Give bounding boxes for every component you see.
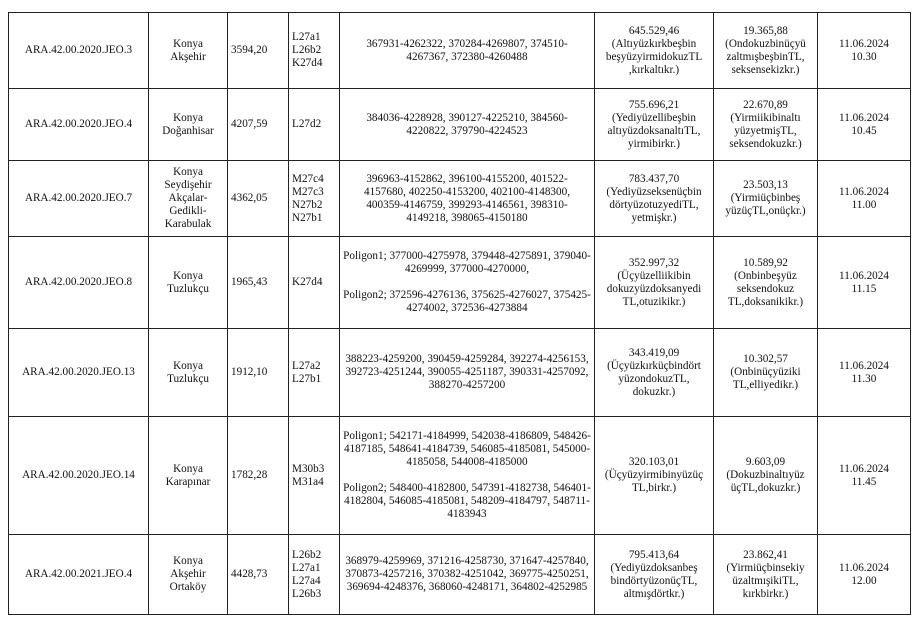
- text-line: altmışdörtkr.): [623, 587, 685, 600]
- tender-table: [8, 12, 911, 615]
- text-line: K27d4: [292, 57, 323, 69]
- table-row: [9, 13, 911, 89]
- date-time-cell: [818, 417, 911, 535]
- text-line: L26b2: [292, 44, 322, 56]
- text-line: zaltmışbeşbinTL,: [726, 50, 805, 63]
- text-line: N27b1: [292, 211, 323, 224]
- text-line: Doğanhisar: [162, 124, 214, 137]
- coordinates-cell: [340, 535, 595, 615]
- text-line: L27d2: [292, 118, 322, 130]
- license-code-cell: ARA.42.00.2020.JEO.13: [9, 329, 149, 417]
- text-line: 370873-4257216, 370382-4251042, 369775-4250251,: [345, 568, 589, 580]
- text-line: M27c4: [292, 172, 324, 185]
- license-code-cell: ARA.42.00.2020.JEO.3: [9, 13, 149, 89]
- text-line: Tuzlukçu: [167, 282, 209, 295]
- coordinates-cell: [340, 13, 595, 89]
- text-line: (Üçyüzyirmibinyüzüç: [604, 469, 704, 481]
- text-line: TL,doksanikikr.): [727, 295, 804, 308]
- text-line: üzaltmışikiTL,: [732, 574, 799, 587]
- text-line: (Üçyüzkırküçbindört: [607, 359, 701, 372]
- table-row: [9, 417, 911, 535]
- text-line: altıyüzdoksanaltıTL,: [607, 124, 701, 137]
- map-sheet-cell: [289, 329, 340, 417]
- text-line: 11.06.2024: [839, 111, 889, 124]
- text-line: 4267367, 372380-4260488: [406, 50, 528, 63]
- text-line: L27a1: [292, 561, 321, 574]
- poligon-gap: [343, 276, 591, 289]
- text-line: L27a4: [292, 574, 321, 587]
- location-cell: [149, 13, 228, 89]
- text-line: Akşehir: [170, 568, 206, 580]
- text-line: 4149218, 398065-4150180: [406, 211, 528, 224]
- amount-cell: [595, 535, 714, 615]
- text-line: 11.06.2024: [839, 462, 889, 475]
- text-line: yüzüçTL,onüçkr.): [725, 205, 806, 217]
- text-line: 645.529,46: [628, 24, 680, 37]
- area-cell: 1965,43: [228, 237, 289, 329]
- area-cell: 1782,28: [228, 417, 289, 535]
- text-line: 4274002, 372536-4273884: [406, 302, 528, 314]
- text-line: (Yirmiikibinaltı: [730, 111, 801, 124]
- text-line: Poligon1; 377000-4275978, 379448-4275891, 379040-: [343, 250, 591, 262]
- fee-cell: [714, 89, 818, 161]
- text-line: (Onbinbeşyüz: [734, 269, 797, 282]
- text-line: (Ondokuzbinüçyü: [725, 37, 806, 50]
- text-line: 11.00: [851, 198, 877, 211]
- text-line: dokuzkr.): [632, 385, 676, 398]
- date-time-cell: [818, 161, 911, 237]
- text-line: 4187185, 548641-4184739, 546085-4185081, 545000-: [343, 443, 591, 455]
- text-line: yüzyetmişTL,: [734, 124, 797, 137]
- text-line: 11.06.2024: [839, 359, 889, 372]
- text-line: Seydişehir: [164, 179, 212, 191]
- table-body: [9, 13, 911, 615]
- location-cell: [149, 161, 228, 237]
- text-line: 10.302,57: [743, 353, 788, 365]
- text-line: 11.06.2024: [839, 185, 889, 198]
- text-line: 11.30: [851, 372, 877, 385]
- text-line: Poligon1; 542171-4184999, 542038-4186809, 548426-: [343, 430, 591, 442]
- text-line: Karapınar: [165, 475, 211, 488]
- text-line: 369694-4248376, 368060-4248171, 364802-4252985: [346, 581, 588, 593]
- license-code-cell: ARA.42.00.2020.JEO.14: [9, 417, 149, 535]
- text-line: M27c3: [292, 185, 324, 198]
- text-line: 388270-4257200: [428, 379, 506, 391]
- text-line: 367931-4262322, 370284-4269807, 374510-: [366, 37, 568, 50]
- text-line: 10.30: [851, 50, 877, 63]
- amount-cell: [595, 417, 714, 535]
- text-line: Konya: [173, 269, 203, 282]
- map-sheet-cell: [289, 237, 340, 329]
- text-line: 400359-4146759, 399293-4146561, 398310-: [366, 198, 568, 211]
- license-code-cell: ARA.42.00.2021.JEO.4: [9, 535, 149, 615]
- text-line: 12.00: [851, 574, 877, 587]
- table-row: [9, 329, 911, 417]
- text-line: 795.413,64: [628, 548, 680, 561]
- fee-cell: [714, 161, 818, 237]
- amount-cell: [595, 13, 714, 89]
- table-row: [9, 535, 911, 615]
- text-line: 9.603,09: [745, 456, 786, 468]
- text-line: 23.503,13: [743, 179, 788, 191]
- text-line: M30b3: [292, 462, 325, 475]
- text-line: M31a4: [292, 475, 324, 488]
- text-line: Konya: [173, 462, 203, 475]
- text-line: Konya: [173, 555, 203, 567]
- fee-cell: [714, 329, 818, 417]
- location-cell: [149, 89, 228, 161]
- location-cell: [149, 535, 228, 615]
- text-line: beşyüzyirmidokuzTL: [605, 50, 703, 63]
- map-sheet-cell: [289, 535, 340, 615]
- text-line: 11.15: [851, 282, 877, 295]
- text-line: 4182804, 546085-4185081, 548209-4184797, 548711-: [344, 495, 590, 507]
- table-row: [9, 237, 911, 329]
- map-sheet-cell: [289, 13, 340, 89]
- table-row: [9, 161, 911, 237]
- table-row: [9, 89, 911, 161]
- text-line: bindörtyüzonüçTL,: [610, 574, 698, 587]
- text-line: 396963-4152862, 396100-4155200, 401522-: [366, 172, 568, 185]
- text-line: (Dokuzbinaltıyüz: [726, 469, 805, 481]
- area-cell: 4428,73: [228, 535, 289, 615]
- text-line: 11.06.2024: [839, 561, 889, 574]
- text-line: dokuzyüzdoksanyedi: [606, 282, 702, 295]
- text-line: Akçalar-: [168, 192, 208, 204]
- text-line: 23.862,41: [743, 548, 788, 561]
- text-line: dörtyüzotuzyediTL,: [609, 198, 699, 211]
- text-line: 4183943: [447, 508, 487, 520]
- fee-cell: [714, 13, 818, 89]
- text-line: Karabulak: [164, 218, 212, 230]
- text-line: 19.365,88: [743, 24, 788, 37]
- coordinates-cell: [340, 161, 595, 237]
- text-line: 11.06.2024: [839, 37, 889, 50]
- coordinates-cell: [340, 89, 595, 161]
- amount-cell: [595, 237, 714, 329]
- fee-cell: [714, 417, 818, 535]
- text-line: 388223-4259200, 390459-4259284, 392274-4256153,: [345, 353, 589, 365]
- coordinates-cell: [340, 329, 595, 417]
- text-line: L26b2: [292, 548, 322, 561]
- text-line: Konya: [173, 37, 203, 50]
- text-line: 10.589,92: [743, 256, 788, 269]
- date-time-cell: [818, 329, 911, 417]
- text-line: (Yirmiüçbinsekiy: [726, 561, 805, 574]
- fee-cell: [714, 237, 818, 329]
- area-cell: 3594,20: [228, 13, 289, 89]
- text-line: 343.419,09: [628, 346, 680, 359]
- text-line: Akşehir: [170, 50, 206, 63]
- text-line: 352.997,32: [628, 256, 680, 269]
- text-line: (Onbinüçyüziki: [730, 366, 801, 378]
- text-line: Poligon2; 548400-4182800, 547391-4182738, 546401-: [343, 482, 591, 494]
- text-line: Konya: [173, 166, 203, 178]
- license-code-cell: ARA.42.00.2020.JEO.7: [9, 161, 149, 237]
- text-line: (Yirmiüçbinbeş: [730, 192, 801, 204]
- date-time-cell: [818, 237, 911, 329]
- text-line: TL,otuzikikr.): [622, 295, 686, 308]
- text-line: yüzondokuzTL,: [618, 372, 690, 385]
- text-line: Konya: [173, 359, 203, 372]
- date-time-cell: [818, 89, 911, 161]
- text-line: K27d4: [292, 276, 323, 288]
- map-sheet-cell: [289, 417, 340, 535]
- amount-cell: [595, 161, 714, 237]
- location-cell: [149, 417, 228, 535]
- text-line: (Yediyüzellibeşbin: [611, 111, 696, 124]
- text-line: TL,birkr.): [631, 482, 677, 494]
- text-line: 392723-4251244, 390055-4251187, 390331-4257092,: [345, 366, 589, 378]
- text-line: üçTL,dokuzkr.): [730, 482, 801, 494]
- text-line: kırkbirkr.): [742, 587, 789, 600]
- text-line: (Altıyüzkırkbeşbin: [611, 37, 697, 50]
- text-line: 11.45: [851, 475, 877, 488]
- date-time-cell: [818, 13, 911, 89]
- text-line: Ortaköy: [169, 581, 207, 593]
- text-line: seksendokuz: [736, 282, 795, 295]
- location-cell: [149, 329, 228, 417]
- text-line: seksensekizkr.): [731, 63, 800, 76]
- map-sheet-cell: [289, 161, 340, 237]
- coordinates-cell: [340, 237, 595, 329]
- license-code-cell: ARA.42.00.2020.JEO.8: [9, 237, 149, 329]
- text-line: L27b1: [292, 372, 322, 385]
- text-line: 10.45: [851, 124, 877, 137]
- text-line: 4220822, 379790-4224523: [406, 124, 528, 137]
- text-line: TL,elliyedikr.): [732, 379, 799, 391]
- poligon-gap: [343, 469, 591, 482]
- text-line: (Üçyüzelliikibin: [617, 269, 691, 282]
- text-line: (Yediyüzseksenüçbin: [606, 185, 702, 198]
- text-line: yetmişkr.): [631, 211, 677, 224]
- text-line: 384036-4228928, 390127-4225210, 384560-: [366, 111, 568, 124]
- text-line: (Yediyüzdoksanbeş: [610, 561, 698, 574]
- coordinates-cell: [340, 417, 595, 535]
- text-line: Poligon2; 372596-4276136, 375625-4276027, 375425-: [343, 289, 591, 301]
- text-line: 783.437,70: [628, 172, 680, 185]
- area-cell: 4362,05: [228, 161, 289, 237]
- text-line: 755.696,21: [628, 98, 680, 111]
- text-line: L27a1: [292, 31, 321, 43]
- area-cell: 1912,10: [228, 329, 289, 417]
- text-line: ,kırkaltıkr.): [628, 63, 680, 76]
- text-line: N27b2: [292, 198, 323, 211]
- text-line: L27a2: [292, 359, 321, 372]
- text-line: 368979-4259969, 371216-4258730, 371647-4257840,: [345, 555, 589, 567]
- text-line: seksendokuzkr.): [729, 137, 802, 150]
- text-line: 22.670,89: [743, 98, 788, 111]
- text-line: 4157680, 402250-4153200, 402100-4148300,: [363, 185, 571, 198]
- text-line: Konya: [173, 111, 203, 124]
- text-line: 320.103,01: [628, 456, 680, 468]
- text-line: Gedikli-: [169, 205, 207, 217]
- text-line: 11.06.2024: [839, 269, 889, 282]
- map-sheet-cell: [289, 89, 340, 161]
- text-line: yirmibirkr.): [628, 137, 680, 150]
- amount-cell: [595, 329, 714, 417]
- area-cell: 4207,59: [228, 89, 289, 161]
- text-line: L26b3: [292, 587, 322, 600]
- fee-cell: [714, 535, 818, 615]
- text-line: 4185058, 544008-4185000: [406, 456, 528, 468]
- amount-cell: [595, 89, 714, 161]
- text-line: Tuzlukçu: [167, 372, 209, 385]
- date-time-cell: [818, 535, 911, 615]
- location-cell: [149, 237, 228, 329]
- text-line: 4269999, 377000-4270000,: [405, 263, 529, 275]
- license-code-cell: ARA.42.00.2020.JEO.4: [9, 89, 149, 161]
